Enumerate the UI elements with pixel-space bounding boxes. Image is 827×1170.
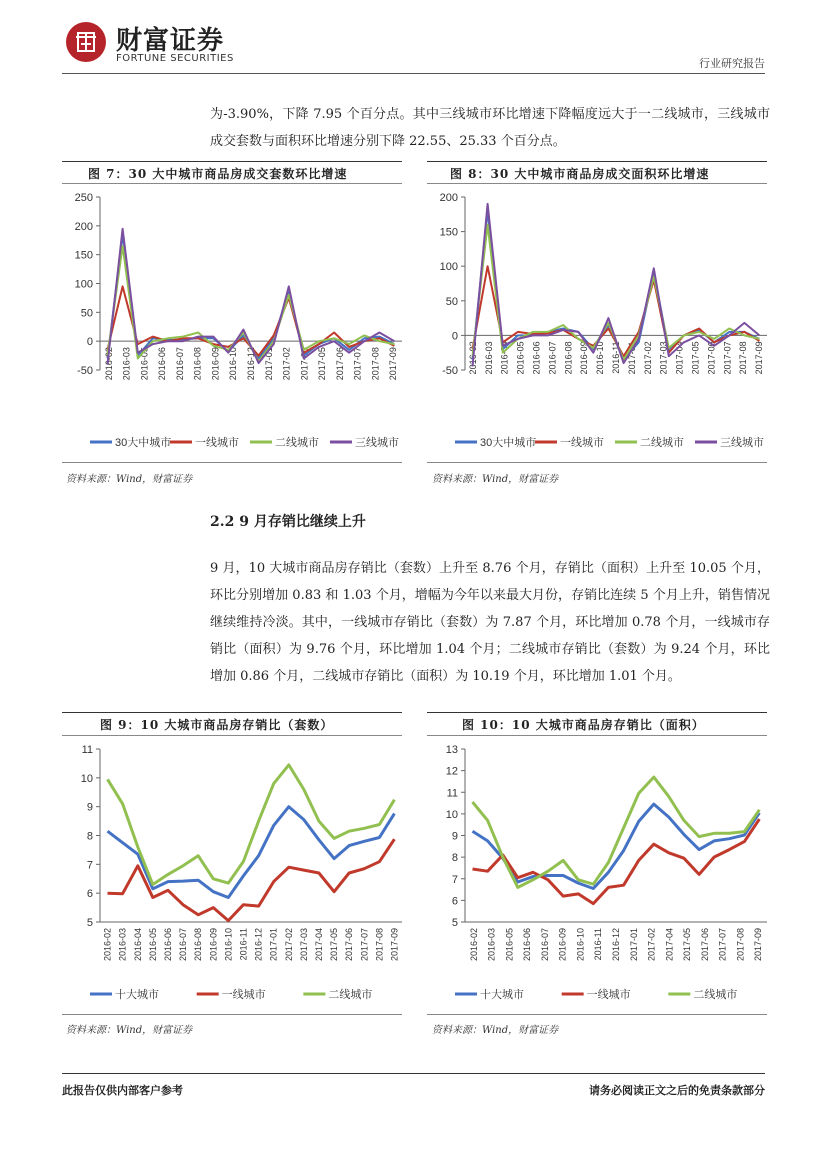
logo-emblem-icon bbox=[71, 27, 101, 57]
legend-label: 30大中城市 bbox=[480, 437, 537, 449]
x-tick-label: 2017-08 bbox=[735, 928, 746, 962]
y-tick-label: 0 bbox=[451, 330, 458, 343]
x-tick-label: 2016-07 bbox=[174, 347, 185, 381]
x-tick-label: 2016-09 bbox=[208, 928, 219, 962]
series-line-十大城市 bbox=[108, 807, 395, 898]
figure-8-top-rule bbox=[427, 161, 767, 162]
x-tick-label: 2016-07 bbox=[539, 928, 550, 962]
figure-9-bottom-rule bbox=[62, 1014, 402, 1015]
x-tick-label: 2016-07 bbox=[178, 928, 189, 962]
x-tick-label: 2016-02 bbox=[102, 928, 113, 962]
y-tick-label: 10 bbox=[80, 772, 93, 785]
figure-9-title: 图 9：10 大城市商品房存销比（套数） bbox=[100, 718, 334, 732]
report-type: 行业研究报告 bbox=[699, 57, 765, 70]
x-tick-label: 2016-02 bbox=[468, 928, 479, 962]
x-tick-label: 2016-11 bbox=[611, 341, 621, 374]
y-tick-label: 10 bbox=[445, 808, 458, 821]
x-tick-label: 2017-08 bbox=[738, 341, 749, 375]
legend-label: 30大中城市 bbox=[115, 437, 172, 449]
x-tick-label: 2016-06 bbox=[522, 928, 533, 962]
x-tick-label: 2017-02 bbox=[642, 341, 653, 375]
figure-8-source: 资料来源：Wind，财富证券 bbox=[432, 474, 559, 485]
figure-8-bottom-rule bbox=[427, 462, 767, 463]
figure-10-source: 资料来源：Wind，财富证券 bbox=[432, 1025, 559, 1036]
y-tick-label: 8 bbox=[451, 852, 458, 865]
y-tick-label: 250 bbox=[74, 192, 93, 204]
y-tick-label: 5 bbox=[451, 917, 458, 929]
x-tick-label: 2017-04 bbox=[674, 341, 685, 375]
x-tick-label: 2017-01 bbox=[263, 347, 274, 381]
x-tick-label: 2016-06 bbox=[162, 928, 173, 962]
figure-7-bottom-rule bbox=[62, 462, 402, 463]
x-tick-label: 2017-04 bbox=[664, 928, 675, 962]
figure-8-title: 图 8：30 大中城市商品房成交面积环比增速 bbox=[450, 167, 710, 181]
footer-right-note: 请务必阅读正文之后的免责条款部分 bbox=[589, 1084, 765, 1097]
figure-10-top-rule bbox=[427, 712, 767, 713]
y-tick-label: 8 bbox=[86, 830, 93, 843]
x-tick-label: 2016-03 bbox=[121, 347, 132, 381]
x-tick-label: 2017-03 bbox=[658, 341, 669, 375]
x-tick-label: 2017-06 bbox=[344, 928, 355, 962]
figure-9-top-rule bbox=[62, 712, 402, 713]
x-tick-label: 2016-06 bbox=[157, 347, 168, 381]
x-tick-label: 2017-02 bbox=[283, 928, 294, 962]
logo-english-name: FORTUNE SECURITIES bbox=[116, 53, 234, 64]
x-tick-label: 2017-01 bbox=[628, 928, 639, 962]
series-line-30大中城市 bbox=[108, 235, 395, 359]
x-tick-label: 2016-11 bbox=[238, 928, 249, 961]
y-tick-label: -50 bbox=[442, 365, 458, 377]
figure-10-bottom-rule bbox=[427, 1014, 767, 1015]
figure-10-title-rule bbox=[427, 735, 767, 736]
x-tick-label: 2016-05 bbox=[515, 341, 526, 375]
x-tick-label: 2017-09 bbox=[754, 341, 765, 375]
figure-7-title: 图 7：30 大中城市商品房成交套数环比增速 bbox=[88, 167, 348, 181]
x-tick-label: 2016-05 bbox=[139, 347, 150, 381]
legend-label: 二线城市 bbox=[328, 989, 373, 1001]
x-tick-label: 2016-12 bbox=[253, 928, 264, 962]
x-tick-label: 2016-02 bbox=[467, 341, 478, 375]
legend-label: 二线城市 bbox=[640, 437, 684, 449]
legend-label: 一线城市 bbox=[221, 989, 266, 1001]
legend-label: 十大城市 bbox=[115, 989, 159, 1001]
y-tick-label: 100 bbox=[74, 278, 93, 291]
y-tick-label: 150 bbox=[74, 249, 93, 262]
y-tick-label: 200 bbox=[439, 192, 458, 204]
y-tick-label: 100 bbox=[439, 261, 458, 274]
company-logo bbox=[66, 22, 106, 62]
x-tick-label: 2016-02 bbox=[103, 347, 114, 381]
section-title: 2.2 9 月存销比继续上升 bbox=[210, 514, 366, 530]
x-tick-label: 2016-10 bbox=[595, 341, 606, 375]
x-tick-label: 2016-10 bbox=[575, 928, 586, 962]
y-tick-label: 0 bbox=[86, 336, 93, 349]
y-tick-label: 6 bbox=[86, 888, 93, 901]
x-tick-label: 2016-04 bbox=[132, 928, 143, 962]
figure-10-title: 图 10：10 大城市商品房存销比（面积） bbox=[462, 718, 705, 732]
x-tick-label: 2016-03 bbox=[483, 341, 494, 375]
y-tick-label: 9 bbox=[86, 801, 93, 814]
y-tick-label: 50 bbox=[80, 307, 93, 320]
figure-10-chart bbox=[427, 737, 772, 1012]
header-rule bbox=[62, 73, 765, 74]
y-tick-label: 13 bbox=[445, 744, 458, 756]
legend-label: 三线城市 bbox=[720, 437, 764, 449]
y-tick-label: 12 bbox=[445, 765, 458, 778]
x-tick-label: 2017-05 bbox=[317, 347, 328, 381]
x-tick-label: 2016-05 bbox=[147, 928, 158, 962]
x-tick-label: 2017-05 bbox=[682, 928, 693, 962]
x-tick-label: 2016-08 bbox=[192, 347, 203, 381]
x-tick-label: 2016-10 bbox=[228, 347, 239, 381]
y-tick-label: 150 bbox=[439, 226, 458, 239]
legend-label: 一线城市 bbox=[560, 437, 604, 449]
figure-7-source: 资料来源：Wind，财富证券 bbox=[66, 474, 193, 485]
x-tick-label: 2017-02 bbox=[646, 928, 657, 962]
y-tick-label: 200 bbox=[74, 220, 93, 233]
x-tick-label: 2017-09 bbox=[388, 347, 399, 381]
x-tick-label: 2017-06 bbox=[706, 341, 717, 375]
x-tick-label: 2017-06 bbox=[334, 347, 345, 381]
x-tick-label: 2016-09 bbox=[557, 928, 568, 962]
x-tick-label: 2017-05 bbox=[329, 928, 340, 962]
figure-9-title-rule bbox=[62, 735, 402, 736]
x-tick-label: 2017-09 bbox=[389, 928, 400, 962]
x-tick-label: 2017-08 bbox=[370, 347, 381, 381]
x-tick-label: 2017-06 bbox=[699, 928, 710, 962]
x-tick-label: 2017-04 bbox=[313, 928, 324, 962]
x-tick-label: 2016-05 bbox=[504, 928, 515, 962]
legend-label: 二线城市 bbox=[693, 989, 738, 1001]
x-tick-label: 2016-08 bbox=[193, 928, 204, 962]
figure-9-chart bbox=[62, 737, 407, 1012]
y-tick-label: 50 bbox=[445, 295, 458, 308]
figure-8-title-rule bbox=[427, 183, 767, 184]
x-tick-label: 2017-01 bbox=[268, 928, 279, 962]
x-tick-label: 2016-12 bbox=[611, 928, 621, 962]
x-tick-label: 2017-02 bbox=[281, 347, 292, 381]
y-tick-label: 7 bbox=[451, 873, 458, 886]
figure-9-source: 资料来源：Wind，财富证券 bbox=[66, 1025, 193, 1036]
legend-label: 二线城市 bbox=[275, 437, 319, 449]
x-tick-label: 2017-08 bbox=[374, 928, 385, 962]
figure-8-chart bbox=[427, 185, 772, 460]
body-paragraph-2: 9 月，10 大城市商品房存销比（套数）上升至 8.76 个月，存销比（面积）上升至 10.05 个月，环比分别增加 0.83 和 1.03 个月，增幅为今年以来最大月份，存销比连续 5 个月上升，销售情况继续维持冷淡。其中，一线城市存销比（套数）为 7.87 个月，环比增加 0.78 个月，一线城市存销比（面积）为 9.76 个月，环比增加 1.04 个月；二线城市存销比（套数）为 9.24 个月，环比增加 0.86 个月，二线城市存销比（面积）为 10.19 个月，环比增加 1.01 个月。 bbox=[210, 561, 770, 684]
figure-7-title-rule bbox=[62, 183, 402, 184]
x-tick-label: 2016-09 bbox=[579, 341, 590, 375]
y-tick-label: 9 bbox=[451, 830, 458, 843]
y-tick-label: -50 bbox=[77, 365, 93, 377]
x-tick-label: 2017-03 bbox=[298, 928, 309, 962]
x-tick-label: 2016-06 bbox=[531, 341, 542, 375]
x-tick-label: 2016-03 bbox=[486, 928, 497, 962]
logo-chinese-name: 财富证券 bbox=[116, 26, 225, 56]
x-tick-label: 2017-07 bbox=[359, 928, 370, 962]
x-tick-label: 2017-05 bbox=[690, 341, 701, 375]
y-tick-label: 5 bbox=[86, 917, 93, 929]
y-tick-label: 11 bbox=[446, 787, 458, 800]
x-tick-label: 2017-07 bbox=[722, 341, 733, 375]
x-tick-label: 2017-01 bbox=[626, 341, 637, 375]
x-tick-label: 2016-08 bbox=[563, 341, 574, 375]
legend-label: 一线城市 bbox=[586, 989, 631, 1001]
y-tick-label: 6 bbox=[451, 895, 458, 908]
legend-label: 十大城市 bbox=[480, 989, 524, 1001]
x-tick-label: 2016-04 bbox=[499, 341, 510, 375]
body-paragraph-1: 为-3.90%，下降 7.95 个百分点。其中三线城市环比增速下降幅度远大于一二线城市，三线城市成交套数与面积环比增速分别下降 22.55、25.33 个百分点。 bbox=[210, 107, 770, 149]
x-tick-label: 2016-10 bbox=[223, 928, 234, 962]
x-tick-label: 2016-03 bbox=[117, 928, 128, 962]
series-line-二线城市 bbox=[473, 777, 760, 887]
x-tick-label: 2016-12 bbox=[246, 347, 256, 381]
x-tick-label: 2017-07 bbox=[352, 347, 363, 381]
figure-7-chart bbox=[62, 185, 407, 460]
x-tick-label: 2016-09 bbox=[210, 347, 221, 381]
footer-left-note: 此报告仅供内部客户参考 bbox=[62, 1084, 183, 1097]
x-tick-label: 2016-07 bbox=[547, 341, 558, 375]
legend-label: 三线城市 bbox=[355, 437, 399, 449]
legend-label: 一线城市 bbox=[195, 437, 239, 449]
figure-7-top-rule bbox=[62, 161, 402, 162]
y-tick-label: 7 bbox=[86, 859, 93, 872]
x-tick-label: 2017-03 bbox=[299, 347, 310, 381]
y-tick-label: 11 bbox=[81, 744, 93, 756]
x-tick-label: 2016-11 bbox=[593, 928, 604, 961]
footer-rule bbox=[62, 1073, 765, 1074]
x-tick-label: 2017-07 bbox=[717, 928, 728, 962]
x-tick-label: 2017-09 bbox=[753, 928, 764, 962]
